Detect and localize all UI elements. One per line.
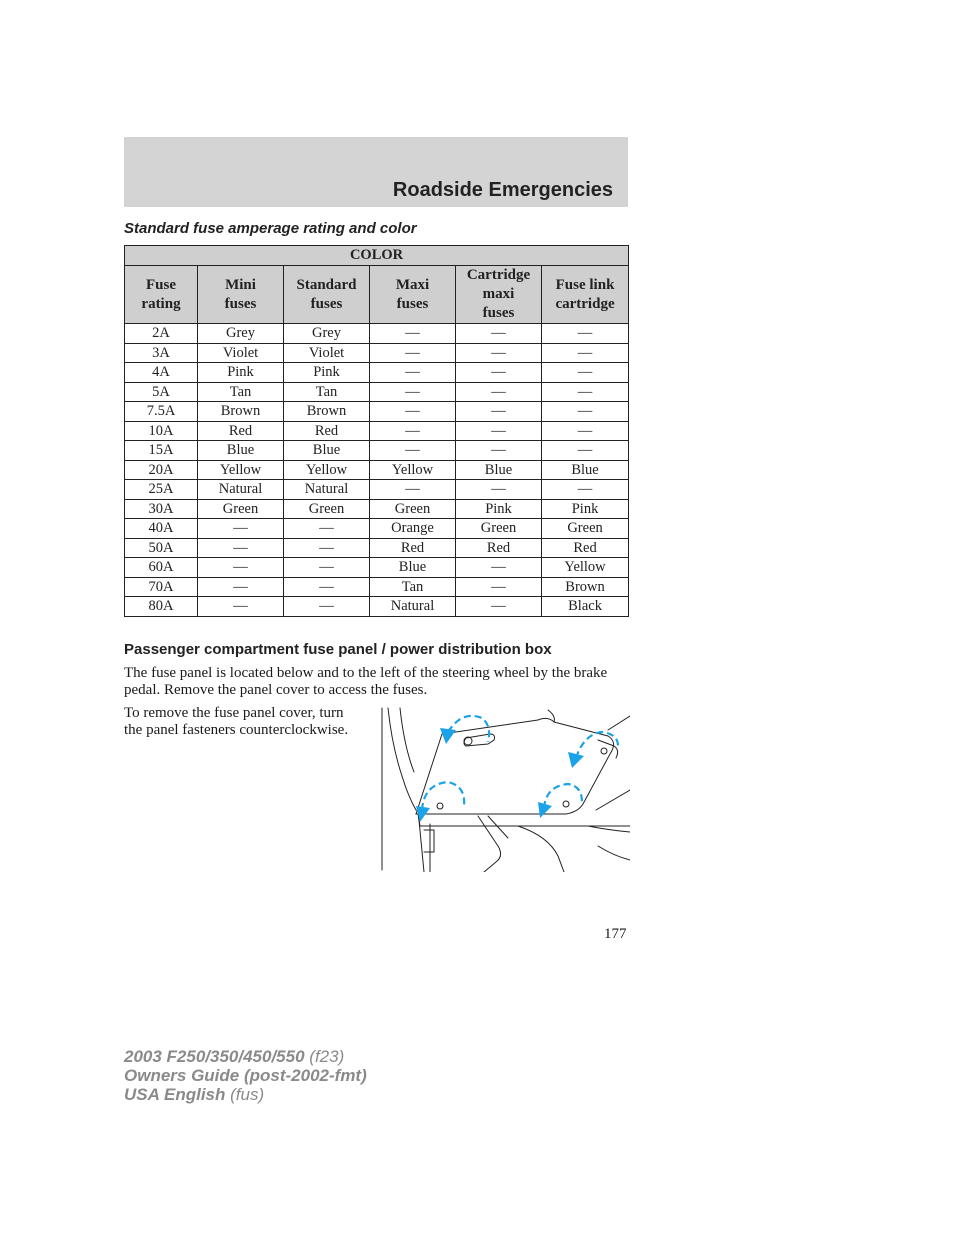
- fuse-rating-cell: 30A: [125, 499, 198, 519]
- column-header-line: fuses: [396, 295, 429, 312]
- column-header-line: Maxi: [395, 276, 430, 293]
- table-row: [125, 441, 629, 461]
- fuse-color-cell: Yellow: [542, 558, 629, 578]
- fuse-panel-location-text: The fuse panel is located below and to the left of the steering wheel by the brake pedal. Remove the panel cover to access the fuses.: [124, 665, 608, 698]
- fuse-table-body: [125, 324, 629, 617]
- column-header-line: maxi: [482, 286, 515, 302]
- fuse-color-cell: Grey: [198, 324, 284, 344]
- fuse-color-cell: Black: [542, 597, 629, 617]
- fuse-color-cell: Brown: [542, 577, 629, 597]
- fuse-color-cell: —: [284, 519, 370, 539]
- fuse-color-cell: Blue: [456, 460, 542, 480]
- fuse-color-cell: —: [198, 538, 284, 558]
- fuse-color-cell: Natural: [370, 597, 456, 617]
- fuse-color-cell: —: [198, 577, 284, 597]
- fuse-color-cell: —: [542, 363, 629, 383]
- table-row: [125, 519, 629, 539]
- fuse-color-cell: Blue: [198, 441, 284, 461]
- column-header-line: cartridge: [555, 295, 615, 312]
- footer-model-code: (f23): [309, 1047, 345, 1066]
- fuse-color-cell: —: [370, 480, 456, 500]
- table-row: [125, 577, 629, 597]
- table-row: [125, 324, 629, 344]
- fuse-color-cell: Pink: [198, 363, 284, 383]
- column-header: [125, 266, 198, 324]
- fuse-color-cell: —: [370, 402, 456, 422]
- fuse-color-cell: Natural: [284, 480, 370, 500]
- fuse-rating-cell: 4A: [125, 363, 198, 383]
- fuse-color-cell: —: [370, 441, 456, 461]
- fuse-color-table: [124, 245, 629, 617]
- fuse-color-cell: Tan: [198, 382, 284, 402]
- fuse-color-cell: Violet: [284, 343, 370, 363]
- table-row: [125, 597, 629, 617]
- fuse-color-cell: —: [456, 343, 542, 363]
- fuse-color-cell: Yellow: [284, 460, 370, 480]
- table-row: [125, 538, 629, 558]
- fuse-color-cell: —: [284, 597, 370, 617]
- fuse-color-cell: —: [542, 343, 629, 363]
- fuse-color-cell: —: [370, 421, 456, 441]
- section-header-band: [124, 137, 628, 207]
- fuse-color-cell: Pink: [542, 499, 629, 519]
- footer-language: USA English: [124, 1085, 226, 1104]
- fuse-color-cell: Green: [284, 499, 370, 519]
- fuse-color-cell: Green: [456, 519, 542, 539]
- footer-guide-line: [124, 1066, 367, 1085]
- fuse-rating-cell: 60A: [125, 558, 198, 578]
- fuse-rating-cell: 25A: [125, 480, 198, 500]
- fuse-color-cell: —: [542, 480, 629, 500]
- fuse-color-cell: —: [456, 441, 542, 461]
- fuse-color-cell: Brown: [198, 402, 284, 422]
- fuse-rating-cell: 20A: [125, 460, 198, 480]
- section-title: Roadside Emergencies: [392, 179, 613, 201]
- table-row: [125, 480, 629, 500]
- fuse-color-cell: —: [456, 402, 542, 422]
- column-header-line: fuses: [482, 305, 515, 321]
- table-row: [125, 460, 629, 480]
- table-row: [125, 343, 629, 363]
- fuse-color-cell: —: [456, 577, 542, 597]
- fuse-color-cell: —: [370, 382, 456, 402]
- table-row: [125, 402, 629, 422]
- fuse-color-cell: —: [456, 480, 542, 500]
- footer-model-line: [124, 1047, 367, 1066]
- page-number: 177: [604, 926, 627, 942]
- fuse-color-cell: —: [542, 441, 629, 461]
- fuse-color-cell: Pink: [284, 363, 370, 383]
- column-header: [370, 266, 456, 324]
- fuse-color-cell: Red: [456, 538, 542, 558]
- fuse-rating-cell: 5A: [125, 382, 198, 402]
- footer-language-line: [124, 1085, 367, 1104]
- fuse-color-cell: Green: [370, 499, 456, 519]
- fuse-color-cell: Red: [370, 538, 456, 558]
- fuse-color-cell: —: [370, 343, 456, 363]
- column-header-line: Standard: [296, 276, 357, 293]
- fuse-color-cell: —: [456, 382, 542, 402]
- fuse-rating-cell: 80A: [125, 597, 198, 617]
- column-header: [456, 266, 542, 324]
- color-group-header: COLOR: [125, 246, 629, 266]
- column-header-line: Fuse: [146, 276, 176, 293]
- column-header-line: Cartridge: [466, 267, 531, 283]
- fuse-panel-illustration: [378, 706, 630, 872]
- fuse-color-cell: —: [284, 577, 370, 597]
- fuse-color-cell: —: [456, 324, 542, 344]
- fuse-color-cell: —: [542, 421, 629, 441]
- fuse-color-cell: Green: [198, 499, 284, 519]
- footer-guide: Owners Guide (post-2002-fmt): [124, 1066, 367, 1085]
- fuse-color-cell: Yellow: [370, 460, 456, 480]
- fuse-color-cell: Green: [542, 519, 629, 539]
- fuse-color-cell: —: [198, 519, 284, 539]
- fuse-color-cell: Tan: [284, 382, 370, 402]
- fuse-rating-cell: 40A: [125, 519, 198, 539]
- fuse-color-cell: —: [456, 597, 542, 617]
- fuse-rating-cell: 70A: [125, 577, 198, 597]
- fuse-color-cell: —: [456, 558, 542, 578]
- fuse-color-cell: Tan: [370, 577, 456, 597]
- fuse-color-cell: —: [198, 597, 284, 617]
- fuse-rating-cell: 10A: [125, 421, 198, 441]
- document-footer: [124, 1047, 367, 1104]
- fuse-color-cell: —: [370, 324, 456, 344]
- fuse-color-cell: —: [284, 538, 370, 558]
- fuse-color-cell: —: [284, 558, 370, 578]
- footer-language-code: (fus): [230, 1085, 265, 1104]
- fuse-panel-heading: Passenger compartment fuse panel / power distribution box: [124, 641, 552, 658]
- fuse-color-cell: Pink: [456, 499, 542, 519]
- fuse-color-cell: Natural: [198, 480, 284, 500]
- footer-model: 2003 F250/350/450/550: [124, 1047, 305, 1066]
- table-row: [125, 499, 629, 519]
- column-header-line: fuses: [224, 295, 257, 312]
- table-row: [125, 363, 629, 383]
- column-header: [284, 266, 370, 324]
- fuse-color-cell: —: [456, 421, 542, 441]
- fuse-color-cell: —: [370, 363, 456, 383]
- fuse-color-cell: Yellow: [198, 460, 284, 480]
- column-header-line: fuses: [310, 295, 343, 312]
- fuse-color-cell: Blue: [542, 460, 629, 480]
- fuse-color-cell: Red: [198, 421, 284, 441]
- fuse-color-cell: Violet: [198, 343, 284, 363]
- fuse-color-cell: —: [542, 382, 629, 402]
- table-row: [125, 382, 629, 402]
- fuse-rating-cell: 2A: [125, 324, 198, 344]
- fuse-rating-cell: 15A: [125, 441, 198, 461]
- column-header-line: rating: [141, 295, 181, 312]
- fuse-rating-cell: 50A: [125, 538, 198, 558]
- fuse-color-cell: Red: [284, 421, 370, 441]
- fuse-color-cell: Grey: [284, 324, 370, 344]
- fuse-color-cell: —: [542, 402, 629, 422]
- fuse-color-cell: Blue: [284, 441, 370, 461]
- fuse-color-cell: —: [198, 558, 284, 578]
- column-header-line: Fuse link: [555, 276, 615, 293]
- fuse-color-cell: Red: [542, 538, 629, 558]
- fuse-color-cell: —: [456, 363, 542, 383]
- fuse-rating-cell: 7.5A: [125, 402, 198, 422]
- column-header: [542, 266, 629, 324]
- column-header-row: [125, 266, 629, 324]
- fuse-color-cell: Blue: [370, 558, 456, 578]
- fuse-panel-cover-instructions: To remove the fuse panel cover, turn the panel fasteners counterclockwise.: [124, 705, 349, 738]
- fuse-rating-cell: 3A: [125, 343, 198, 363]
- fuse-table-heading: Standard fuse amperage rating and color: [124, 220, 417, 237]
- table-row: [125, 558, 629, 578]
- column-header: [198, 266, 284, 324]
- table-row: [125, 421, 629, 441]
- column-header-line: Mini: [225, 276, 256, 293]
- fuse-color-cell: Orange: [370, 519, 456, 539]
- fuse-color-cell: —: [542, 324, 629, 344]
- fuse-color-cell: Brown: [284, 402, 370, 422]
